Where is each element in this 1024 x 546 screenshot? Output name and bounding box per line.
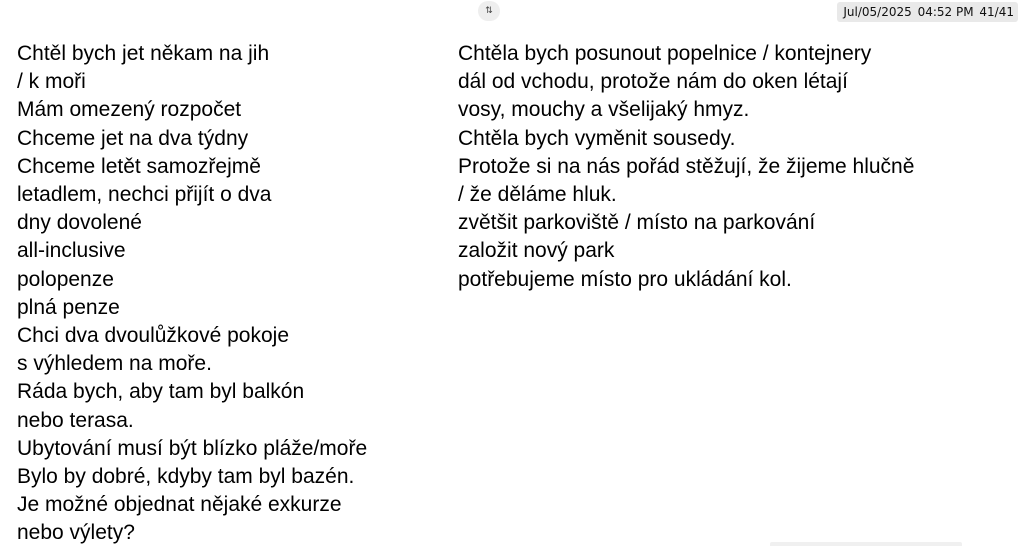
sort-icon[interactable]: ⇅ — [478, 1, 500, 21]
left-line: Ráda bych, aby tam byl balkón — [17, 380, 305, 404]
left-line: Bylo by dobré, kdyby tam byl bazén. — [17, 465, 355, 489]
bottom-toolbar-edge — [770, 542, 962, 546]
left-column — [17, 40, 367, 546]
left-line: Chceme jet na dva týdny — [17, 126, 249, 150]
left-line: Chceme letět samozřejmě — [17, 154, 261, 178]
right-line: zvětšit parkoviště / místo na parkování — [458, 211, 816, 235]
left-line: letadlem, nechci přijít o dva — [17, 183, 272, 207]
left-line: Je možné objednat nějaké exkurze — [17, 493, 342, 517]
time-label: 04:52 PM — [917, 5, 974, 19]
left-line: s výhledem na moře. — [17, 352, 212, 376]
left-line: / k moři — [17, 70, 86, 94]
page-counter: 41/41 — [979, 5, 1014, 19]
right-line: Chtěla bych posunout popelnice / kontejnery — [458, 42, 872, 65]
left-line: nebo terasa. — [17, 408, 134, 432]
right-line: potřebujeme místo pro ukládání kol. — [458, 267, 792, 291]
left-line: Mám omezený rozpočet — [17, 98, 242, 122]
right-line: dál od vchodu, protože nám do oken létají — [458, 70, 848, 94]
left-line: plná penze — [17, 295, 120, 319]
date-label: Jul/05/2025 — [843, 5, 912, 19]
left-line: Chci dva dvoulůžkové pokoje — [17, 324, 289, 348]
left-line: dny dovolené — [17, 211, 142, 235]
right-line: vosy, mouchy a všelijaký hmyz. — [458, 98, 750, 122]
right-line: založit nový park — [458, 239, 615, 263]
right-line: / že děláme hluk. — [458, 183, 617, 207]
right-line: Chtěla bych vyměnit sousedy. — [458, 126, 736, 150]
left-line: polopenze — [17, 267, 114, 291]
left-line: nebo výlety? — [17, 521, 135, 545]
left-line: Chtěl bych jet někam na jih — [17, 42, 270, 65]
right-line: Protože si na nás pořád stěžují, že žijeme hlučně — [458, 154, 915, 178]
left-line: Ubytování musí být blízko pláže/moře — [17, 436, 368, 460]
status-box — [837, 2, 1018, 22]
left-line: all-inclusive — [17, 239, 126, 263]
right-column — [458, 40, 914, 294]
